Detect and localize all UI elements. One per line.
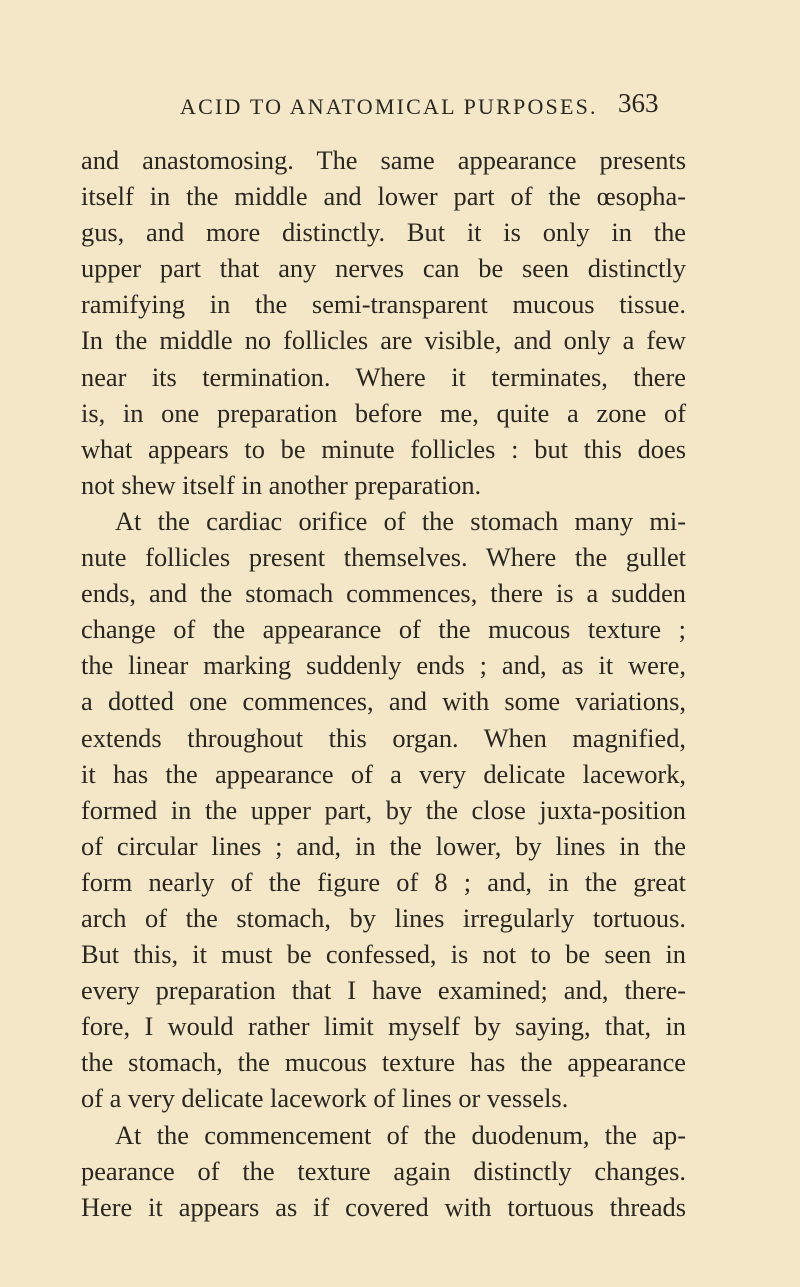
running-head: ACID TO ANATOMICAL PURPOSES.: [180, 94, 598, 119]
text-line: change of the appearance of the mucous texture ;: [81, 614, 686, 645]
text-line: formed in the upper part, by the close juxta-position: [81, 794, 686, 825]
text-line: the stomach, the mucous texture has the appearance: [81, 1047, 686, 1078]
text-line: a dotted one commences, and with some variations,: [81, 686, 686, 717]
text-line: At the commencement of the duodenum, the ap-: [115, 1119, 686, 1150]
text-line: fore, I would rather limit myself by saying, that, in: [81, 1011, 686, 1042]
text-line: of a very delicate lacework of lines or vessels.: [81, 1083, 569, 1114]
text-line: Here it appears as if covered with tortuous threads: [81, 1191, 686, 1222]
text-line: ends, and the stomach commences, there is a sudden: [81, 578, 686, 609]
text-line: ramifying in the semi-transparent mucous tissue.: [81, 289, 686, 320]
page-number: 363: [618, 88, 659, 118]
text-line: the linear marking suddenly ends ; and, as it were,: [81, 650, 686, 681]
text-line: pearance of the texture again distinctly changes.: [81, 1155, 686, 1186]
text-line: every preparation that I have examined; and, there-: [81, 975, 686, 1006]
text-line: At the cardiac orifice of the stomach many mi-: [115, 505, 686, 536]
text-line: not shew itself in another preparation.: [81, 469, 482, 500]
text-line: upper part that any nerves can be seen distinctly: [81, 253, 686, 284]
body-text: [81, 142, 686, 1225]
text-line: But this, it must be confessed, is not to be seen in: [81, 939, 686, 970]
text-line: nute follicles present themselves. Where the gullet: [81, 542, 686, 573]
text-line: is, in one preparation before me, quite a zone of: [81, 397, 686, 428]
text-line: arch of the stomach, by lines irregularly tortuous.: [81, 902, 686, 933]
text-line: of circular lines ; and, in the lower, by lines in the: [81, 830, 686, 861]
text-line: gus, and more distinctly. But it is only in the: [81, 217, 686, 248]
text-line: extends throughout this organ. When magnified,: [81, 722, 686, 753]
text-line: itself in the middle and lower part of the œsopha-: [81, 181, 686, 212]
text-line: form nearly of the figure of 8 ; and, in the great: [81, 866, 686, 897]
text-line: it has the appearance of a very delicate lacework,: [81, 758, 686, 789]
text-line: and anastomosing. The same appearance presents: [81, 145, 686, 175]
text-line: In the middle no follicles are visible, and only a few: [81, 325, 686, 356]
text-line: near its termination. Where it terminates, there: [81, 361, 686, 392]
text-line: what appears to be minute follicles : but this does: [81, 433, 686, 464]
